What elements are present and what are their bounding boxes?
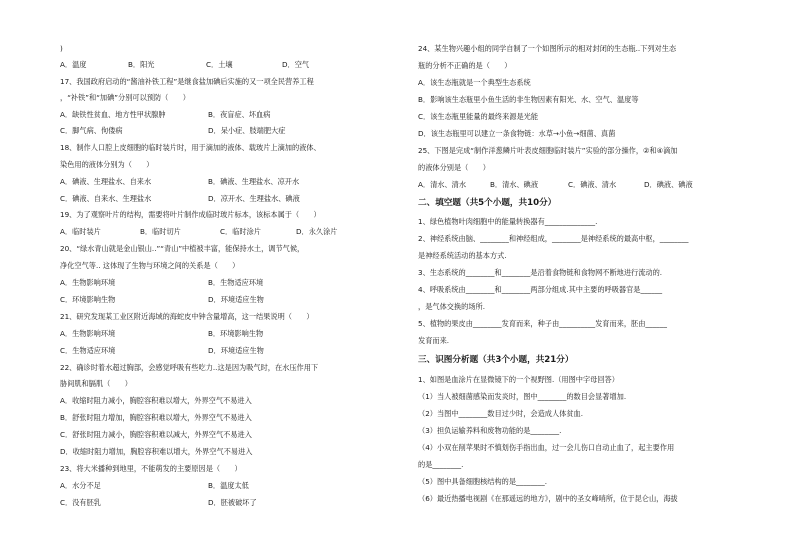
q23-line1: 23、将大米播种到地里，不能萌发的主要原因是（ ） bbox=[60, 464, 242, 473]
fill-4-line2: ，是气体交换的场所. bbox=[418, 302, 485, 311]
q24-line1: 24、某生物兴趣小组的同学自制了一个如图所示的相对封闭的生态瓶..下列对生态 bbox=[418, 44, 677, 53]
q24-option-a: A．该生态瓶就是一个典型生态系统 bbox=[418, 78, 531, 87]
q18-option-b: B．碘液、生理盐水、凉开水 bbox=[208, 177, 300, 186]
q25-option-b: B．清水、碘液 bbox=[490, 180, 539, 189]
q19-option-b: B．临时切片 bbox=[140, 227, 181, 236]
q20-line1: 20、“绿水青山就是金山银山..”“青山”中植被丰富，能保持水土，调节气候， bbox=[60, 244, 305, 253]
q22-option-a: A．收缩时阻力减小，胸腔容积难以增大，外界空气不易进入 bbox=[60, 396, 252, 405]
q16-option-d: D．空气 bbox=[282, 60, 310, 69]
q22-line2: 胁间肌和膈肌（ ） bbox=[60, 379, 132, 388]
q17-option-a: A．缺铁性贫血、地方性甲状腺肿 bbox=[60, 110, 166, 119]
analysis-1-sub4: （4）小双在削苹果时不慎划伤手指出血，过一会儿伤口自动止血了，起主要作用 bbox=[418, 443, 675, 452]
fill-3: 3、生态系统的________和________是沿着食物链和食物网不断地进行流动的. bbox=[418, 268, 663, 277]
q20-line2: 净化空气等.. 这体现了生物与环境之间的关系是（ ） bbox=[60, 261, 240, 270]
q20-option-a: A．生物影响环境 bbox=[60, 278, 116, 287]
q25-line1: 25、下图是完成“制作洋葱鳞片叶表皮细胞临时装片”实验的部分操作，②和④滴加 bbox=[418, 146, 678, 155]
q22-option-c: C．舒张时阻力减小，胸腔容积难以减大，外界空气不易进入 bbox=[60, 430, 252, 439]
q16-tail: ) bbox=[60, 44, 63, 53]
q18-line2: 染色用的液体分别为（ ） bbox=[60, 160, 154, 169]
q24-line2: 瓶的分析不正确的是（ ） bbox=[418, 61, 512, 70]
q18-line1: 18、制作人口腔上皮细胞的临时装片时，用于滴加的液体、载玻片上滴加的液体、 bbox=[60, 143, 321, 152]
q25-line2: 的液体分别是（ ） bbox=[418, 163, 490, 172]
fill-1: 1、绿色植物叶肉细胞中的能量转换器有______________. bbox=[418, 217, 598, 226]
q24-option-c: C．该生态瓶里能量的最终来源是光能 bbox=[418, 112, 539, 121]
q24-option-d: D．该生态瓶里可以建立一条食物链：水草→小鱼→细菌、真菌 bbox=[418, 129, 616, 138]
q24-option-b: B．影响该生态瓶里小鱼生活的非生物因素有阳光、水、空气、温度等 bbox=[418, 95, 639, 104]
q19-option-a: A．临时装片 bbox=[60, 227, 101, 236]
analysis-1-sub6: （6）最近热播电视剧《在那遥远的地方》，剧中的圣女峰哨所，位于昆仑山，海拔 bbox=[418, 494, 678, 503]
fill-2-line2: 是神经系统活动的基本方式. bbox=[418, 251, 507, 260]
q21-line1: 21、研究发现某工业区附近海域的海蛇皮中钟含量增高，这一结果说明（ ） bbox=[60, 312, 314, 321]
q16-option-b: B．阳光 bbox=[128, 60, 155, 69]
q22-line1: 22、确诊时着水超过胸部，会感觉呼吸有些吃力..这是因为吸气时，在水压作用下 bbox=[60, 363, 319, 372]
q21-option-c: C．生物适应环境 bbox=[60, 346, 116, 355]
q23-option-b: B．温度太低 bbox=[208, 481, 249, 490]
fill-4-line1: 4、呼吸系统由________和________两部分组成.其中主要的呼吸器官是______ bbox=[418, 285, 663, 294]
q21-option-b: B．环境影响生物 bbox=[208, 329, 264, 338]
q19-line1: 19、为了观察叶片的结构，需要将叶片制作成临时玻片标本，该标本属于（ ） bbox=[60, 210, 321, 219]
q19-option-c: C．临时涂片 bbox=[220, 227, 261, 236]
q17-option-d: D．呆小症、肢端肥大症 bbox=[208, 126, 286, 135]
q20-option-c: C．环境影响生物 bbox=[60, 295, 116, 304]
q25-option-c: C．碘液、清水 bbox=[568, 180, 617, 189]
q16-option-c: C．土壤 bbox=[206, 60, 233, 69]
q21-option-d: D．环境适应生物 bbox=[208, 346, 264, 355]
analysis-1-intro: 1、如图是血涂片在显微镜下的一个视野图.（用图中字母回答） bbox=[418, 375, 619, 384]
section-3-title: 三、识图分析题（共3个小题，共21分） bbox=[418, 355, 574, 365]
analysis-1-sub2: （2）当图中________数目过少时，会造成人体贫血. bbox=[418, 409, 583, 418]
fill-5-line1: 5、植物的果皮由________发育而来，种子由__________发育而来，胚由______ bbox=[418, 319, 667, 328]
q17-option-c: C．脚气病、佝偻病 bbox=[60, 126, 123, 135]
q20-option-b: B．生物适应环境 bbox=[208, 278, 264, 287]
q23-option-a: A．水分不足 bbox=[60, 481, 101, 490]
q23-option-c: C．没有胚乳 bbox=[60, 498, 101, 507]
q23-option-d: D．胚被破坏了 bbox=[208, 498, 257, 507]
fill-5-line2: 发育而来. bbox=[418, 336, 450, 345]
q25-option-a: A．清水、清水 bbox=[418, 180, 467, 189]
q17-line2: ，“补铁”和“加碘”分别可以预防（ ） bbox=[60, 93, 190, 102]
q16-option-a: A．温度 bbox=[60, 60, 87, 69]
q22-option-d: D．收缩时阻力增加，胸腔容积难以增大，外界空气不易进入 bbox=[60, 447, 253, 456]
section-2-title: 二、填空题（共5个小题，共10分） bbox=[418, 198, 557, 208]
q18-option-c: C．碘液、自来水、生理盐水 bbox=[60, 194, 152, 203]
q18-option-d: D．凉开水、生理盐水、碘液 bbox=[208, 194, 300, 203]
q20-option-d: D．环境适应生物 bbox=[208, 295, 264, 304]
analysis-1-sub5: （5）图中具备细胞核结构的是________. bbox=[418, 477, 548, 486]
analysis-1-sub1: （1）当人被细菌感染而发炎时，图中________的数目会显著增加. bbox=[418, 392, 627, 401]
fill-2-line1: 2、神经系统由脑、________和神经组成，________是神经系统的最高中枢，________ bbox=[418, 234, 689, 243]
q25-option-d: D．碘液、碘液 bbox=[644, 180, 693, 189]
analysis-1-sub4-cont: 的是________. bbox=[418, 460, 464, 469]
q22-option-b: B．舒张时阻力增加，胸腔容积难以增大，外界空气不易进入 bbox=[60, 413, 252, 422]
q18-option-a: A．碘液、生理盐水、自来水 bbox=[60, 177, 152, 186]
analysis-1-sub3: （3）担负运输养料和废物功能的是________. bbox=[418, 426, 562, 435]
q17-line1: 17、我国政府启动的“酱油补铁工程”是继食盐加碘后实施的又一项全民营养工程 bbox=[60, 77, 314, 86]
q19-option-d: D．永久涂片 bbox=[296, 227, 338, 236]
q21-option-a: A．生物影响环境 bbox=[60, 329, 116, 338]
q17-option-b: B．夜盲症、坏血病 bbox=[208, 110, 271, 119]
